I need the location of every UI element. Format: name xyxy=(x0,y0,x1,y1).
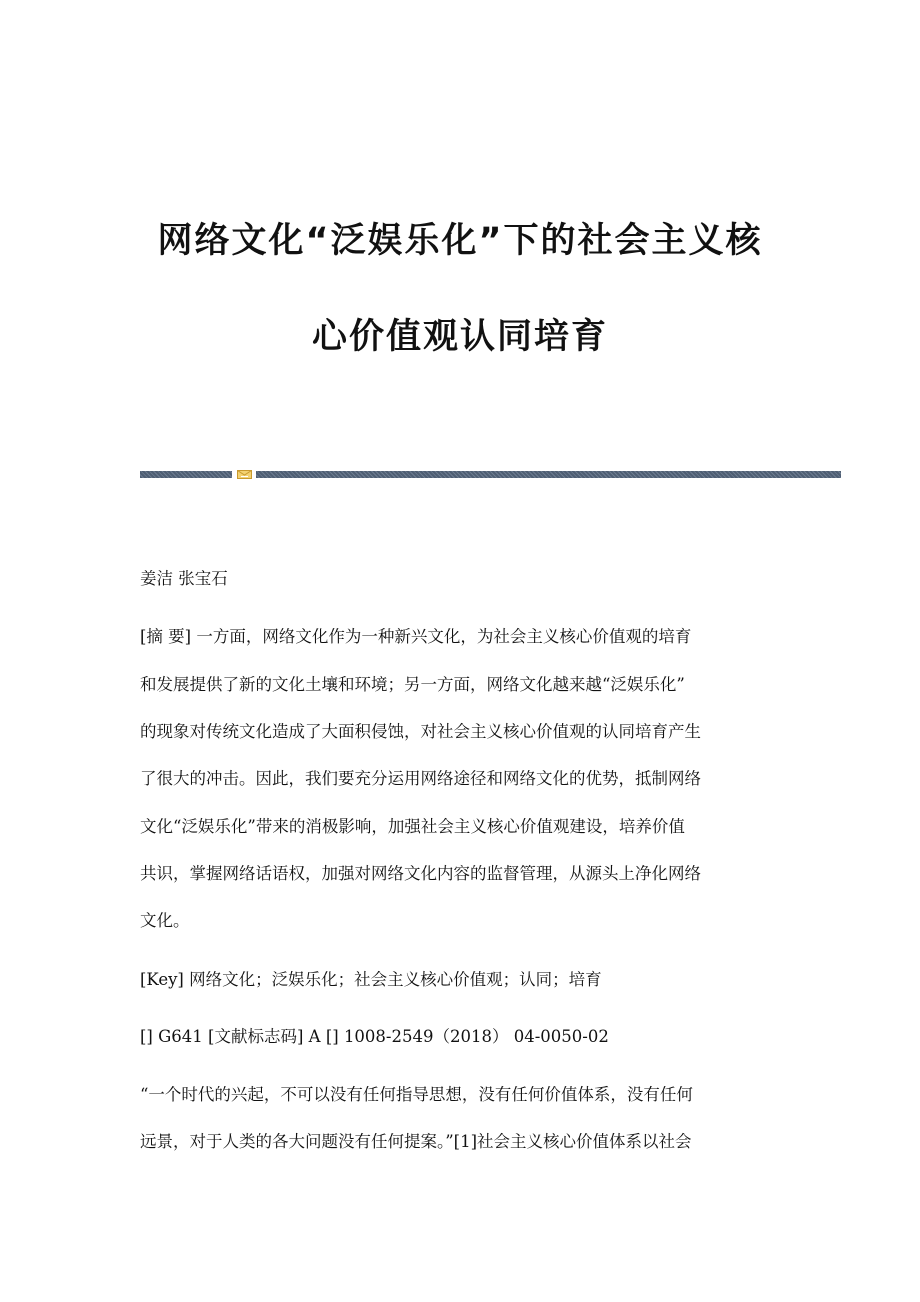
keywords: [Key] 网络文化；泛娱乐化；社会主义核心价值观；认同；培育 xyxy=(140,970,602,989)
envelope-ornament-icon xyxy=(237,470,252,479)
body-line-1: “一个时代的兴起，不可以没有任何指导思想，没有任何价值体系，没有任何 xyxy=(140,1085,693,1104)
abstract-line-2: 和发展提供了新的文化土壤和环境；另一方面，网络文化越来越“泛娱乐化” xyxy=(140,675,685,694)
document-title-line-2: 心价值观认同培育 xyxy=(311,317,608,357)
authors: 姜洁 张宝石 xyxy=(140,569,228,588)
divider-bar-right xyxy=(256,471,841,478)
abstract-line-5: 文化“泛娱乐化”带来的消极影响，加强社会主义核心价值观建设，培养价值 xyxy=(140,817,685,836)
abstract-line-3: 的现象对传统文化造成了大面积侵蚀，对社会主义核心价值观的认同培育产生 xyxy=(140,722,701,741)
title-divider xyxy=(140,470,841,479)
abstract-line-6: 共识，掌握网络话语权，加强对网络文化内容的监督管理，从源头上净化网络 xyxy=(140,864,701,883)
divider-bar-left xyxy=(140,471,232,478)
body-line-2: 远景，对于人类的各大问题没有任何提案。”[1]社会主义核心价值体系以社会 xyxy=(140,1132,692,1151)
abstract-line-4: 了很大的冲击。因此，我们要充分运用网络途径和网络文化的优势，抵制网络 xyxy=(140,769,701,788)
document-title-line-1: 网络文化“泛娱乐化”下的社会主义核 xyxy=(157,221,763,261)
abstract-line-7: 文化。 xyxy=(140,911,190,930)
abstract-line-1: [摘 要] 一方面，网络文化作为一种新兴文化，为社会主义核心价值观的培育 xyxy=(140,627,692,646)
classification-info: [] G641 [文献标志码] A [] 1008-2549（2018） 04-0050-02 xyxy=(140,1027,609,1046)
